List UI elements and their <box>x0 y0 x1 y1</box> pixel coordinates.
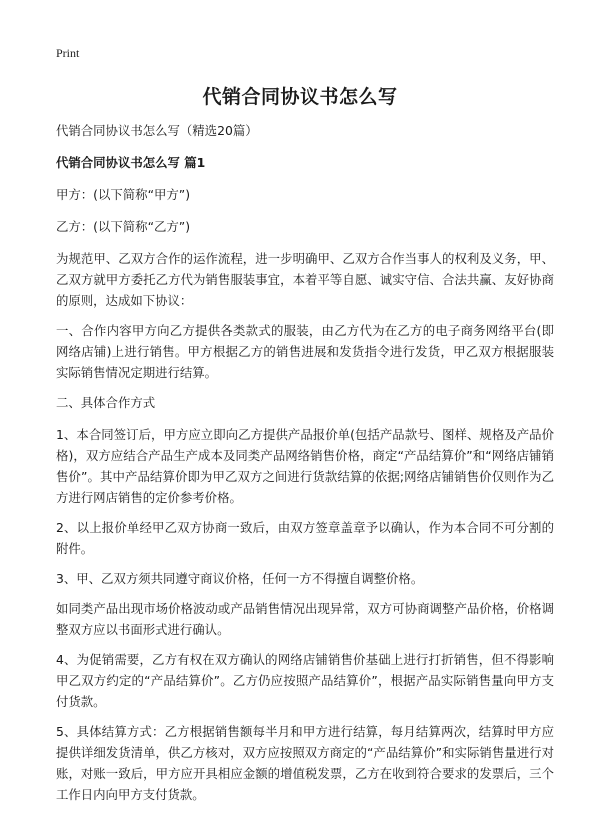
clause-1-paragraph: 1、本合同签订后，甲方应立即向乙方提供产品报价单(包括产品款号、图样、规格及产品价格)，双方应结合产品生产成本及同类产品网络销售价格，商定“产品结算价”和“网络店铺销售价”。其中产品结算价即为甲乙双方之间进行货款结算的依据;网络店铺销售价仅则作为乙方进行网店销售的定价参考价格。 <box>56 427 554 505</box>
price-adjustment-paragraph: 如同类产品出现市场价格波动或产品销售情况出现异常，双方可协商调整产品价格，价格调整双方应以书面形式进行确认。 <box>56 601 554 637</box>
clause-3-paragraph: 3、甲、乙双方须共同遵守商议价格，任何一方不得擅自调整价格。 <box>56 571 424 586</box>
clause-4-paragraph: 4、为促销需要，乙方有权在双方确认的网络店铺销售价基础上进行打折销售，但不得影响甲乙双方约定的“产品结算价”。乙方仍应按照产品结算价”，根据产品实际销售量向甲方支付货款。 <box>56 652 554 709</box>
clause-2-paragraph: 2、以上报价单经甲乙双方协商一致后，由双方签章盖章予以确认，作为本合同不可分割的附件。 <box>56 520 554 556</box>
print-link[interactable]: Print <box>56 46 80 60</box>
page-title: 代销合同协议书怎么写 <box>202 86 398 108</box>
document-body <box>56 120 554 814</box>
clause-5-paragraph: 5、具体结算方式：乙方根据销售额每半月和甲方进行结算，每月结算两次，结算时甲方应提供详细发货清单，供乙方核对，双方应按照双方商定的“产品结算价”和实际销售量进行对账，对账一致后，甲方应开具相应金额的增值税发票，乙方在收到符合要求的发票后，三个工作日内向甲方支付货款。 <box>56 724 554 802</box>
cooperation-content-paragraph: 一、合作内容甲方向乙方提供各类款式的服装，由乙方代为在乙方的电子商务网络平台(即网络店铺)上进行销售。甲方根据乙方的销售进展和发货指令进行发货，甲乙双方根据服装实际销售情况定期进行结算。 <box>56 323 554 380</box>
party-b-line: 乙方：(以下简称“乙方”) <box>56 219 191 234</box>
preamble-paragraph: 为规范甲、乙双方合作的运作流程，进一步明确甲、乙双方合作当事人的权利及义务，甲、乙双方就甲方委托乙方代为销售服装事宜，本着平等自愿、诚实守信、合法共赢、友好协商的原则，达成如下协议： <box>56 251 554 308</box>
party-a-line: 甲方：(以下简称“甲方”) <box>56 187 191 202</box>
section-heading: 代销合同协议书怎么写 篇1 <box>56 155 206 170</box>
document-subtitle: 代销合同协议书怎么写（精选20篇） <box>56 123 258 138</box>
cooperation-method-heading: 二、具体合作方式 <box>56 395 156 410</box>
